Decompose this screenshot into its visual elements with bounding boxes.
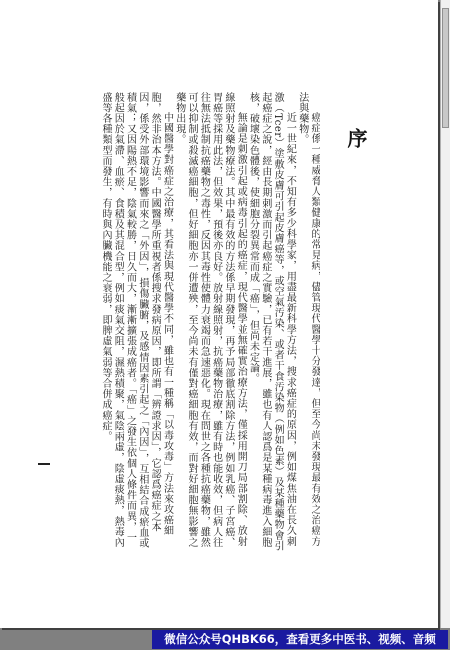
paragraph: 癌症係一種威脅人類健康的常見病，儘管現代醫學十分發達，但至今尚未發現最有效之治癌方法與藥物。 [296,92,320,547]
page-number [38,463,50,465]
paragraph: 無論是刺激引起或病毒引起的癌症，現代醫學並無確實治療方法，僅採用開刀局部割除、放射線照射及藥物療法。其中最有效的方法係早期發現，再予局部徹底割除方法，例如乳癌、子宮癌、胃癌等採用此法，但效果，預後亦良好。放射線照射，抗癌藥物治療，雖有時也能收效，但病人往往無法抵制抗癌藥物之毒性，反因其毒性使體力衰竭而急速惡化。現在問世之各種抗癌藥物，雖然可以抑制或殺滅癌細胞，但好細胞亦一併遭殃，至今尚未有僅對癌細胞有效，而對好細胞無影響之藥物出現。 [173,92,247,548]
paragraph: 中國醫學對癌症之治療，其看法與現代醫學不同，雖也有一種稱「以毒攻毒」方法來攻癌細胞，然非治本方法。中國醫學所重視者係搜求發病原因，即所謂「辨證求因」，它認爲癌症之本因，係受外部環境影響而來之「外因」，損傷臟腑，及感情因素引起之「內因」，互相結合成瘀血或積氣；又因陽熱不足，陰氣較勝，日久而大，漸漸擴張成癌者。「癌」之發生依個人條件而異，一般起因於氣滯、血瘀、食積及其混合型，例如痰氣交阻，濕熱積聚，氣陰兩虛，陰虛痰熱，熱毒內盛等各種類型而發生，有時與內臟機能之衰弱，即脾虛氣弱等合併成癌症。 [99,92,173,549]
paragraph: 近一世紀來，不知有多少科學家，用盡最新科學方法，搜求癌症的原因，例如煤焦油在長久刺激（Tcer）塗敷皮膚可引起皮膚癌等，或空氣汚染、或者干食汚染物（例如色素）及某種藥物會引起癌症之說，經由長期刺激而引起癌症之實驗，已有若干進展，雖也有人認爲是某種病毒進入細胞核，破壞染色體後，使細胞分裂異常而成「癌」，但尚未定論。 [247,92,296,552]
body-text [52,92,320,552]
watermark-banner: 微信公众号QHBK66，查看更多中医书、视频、音频 [152,630,448,649]
scroll-thumb[interactable] [442,8,449,128]
vertical-scrollbar[interactable] [440,0,450,628]
page-title: 序 [344,128,368,148]
